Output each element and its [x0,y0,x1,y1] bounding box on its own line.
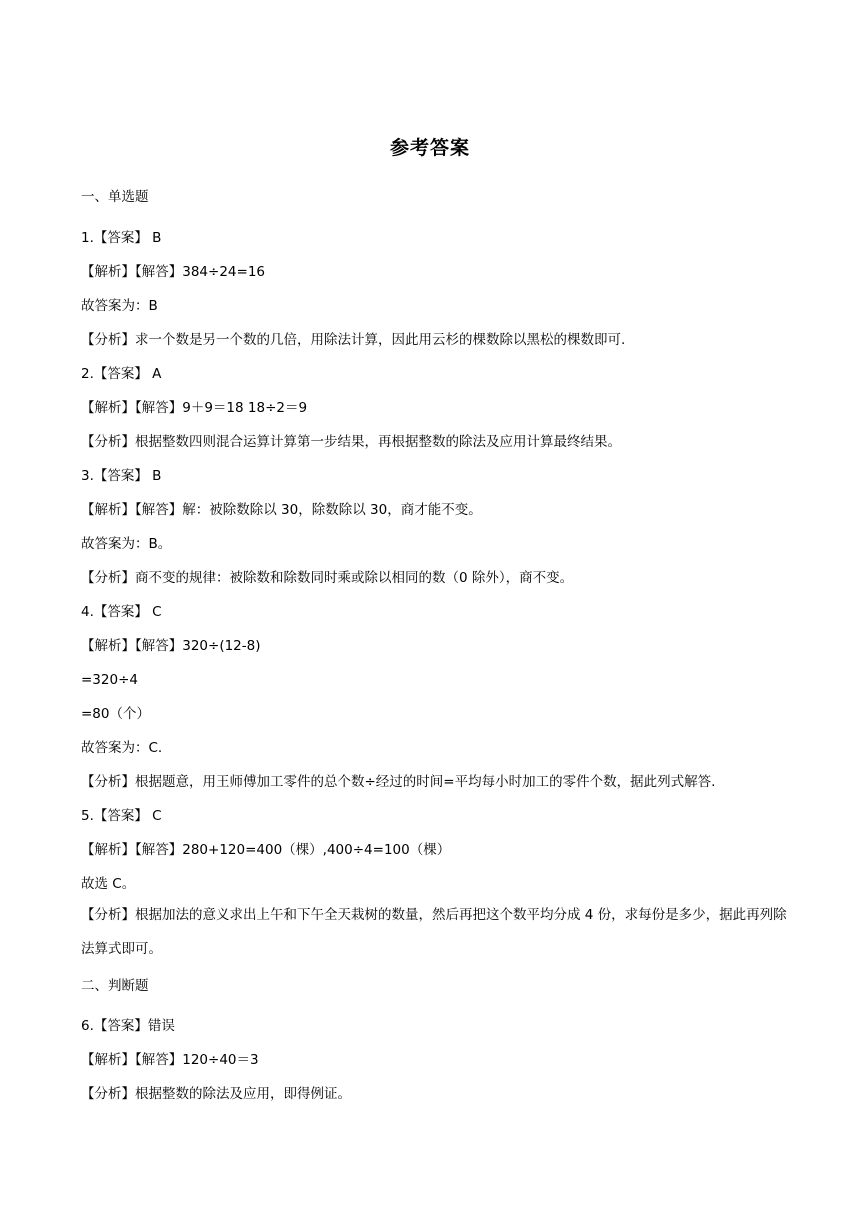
q5-conclusion: 故选 C。 [81,876,136,892]
q4-conclusion: 故答案为：C. [81,740,163,756]
q6-analysis: 【分析】根据整数的除法及应用，即得例证。 [81,1086,351,1102]
q3-solution: 【解析】【解答】解：被除数除以 30，除数除以 30，商才能不变。 [81,502,482,518]
q4-solution-step-2: =320÷4 [81,672,138,688]
q4-answer: 4.【答案】 C [81,604,162,620]
q2-answer: 2.【答案】 A [81,366,162,382]
q1-analysis: 【分析】求一个数是另一个数的几倍，用除法计算，因此用云杉的棵数除以黑松的棵数即可. [81,332,626,348]
q1-conclusion: 故答案为：B [81,298,158,314]
q3-analysis: 【分析】商不变的规律：被除数和除数同时乘或除以相同的数（0 除外），商不变。 [81,570,574,586]
q2-analysis: 【分析】根据整数四则混合运算计算第一步结果，再根据整数的除法及应用计算最终结果。 [81,434,621,450]
q3-answer: 3.【答案】 B [81,468,162,484]
q1-solution: 【解析】【解答】384÷24=16 [81,264,265,280]
section-heading-true-false: 二、判断题 [81,978,149,994]
page-title: 参考答案 [389,137,470,159]
section-heading-single-choice: 一、单选题 [81,189,149,205]
q1-answer: 1.【答案】 B [81,230,162,246]
q5-solution: 【解析】【解答】280+120=400（棵）,400÷4=100（棵） [81,842,451,858]
q5-analysis: 【分析】根据加法的意义求出上午和下午全天栽树的数量，然后再把这个数平均分成 4 份，求每份是多少，据此再列除法算式即可。 [81,907,787,957]
q2-solution: 【解析】【解答】9＋9＝18 18÷2＝9 [81,400,308,416]
q4-solution: 【解析】【解答】320÷(12-8) [81,638,261,654]
q6-answer: 6.【答案】错误 [81,1018,175,1034]
q5-answer: 5.【答案】 C [81,808,162,824]
q6-solution: 【解析】【解答】120÷40＝3 [81,1052,259,1068]
q4-solution-step-3: =80（个） [81,706,150,722]
q3-conclusion: 故答案为：B。 [81,536,172,552]
q4-analysis: 【分析】根据题意，用王师傅加工零件的总个数÷经过的时间=平均每小时加工的零件个数，据此列式解答. [81,774,716,790]
